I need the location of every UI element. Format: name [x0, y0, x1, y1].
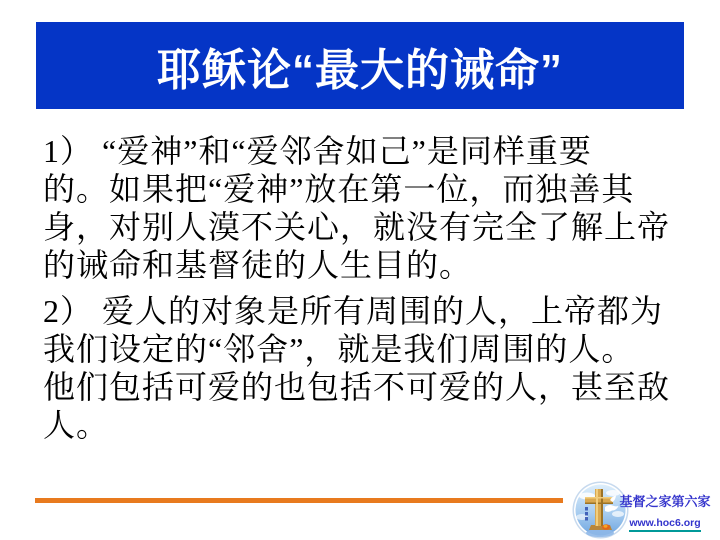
- body-paragraph-1: [43, 132, 679, 284]
- footer-divider-line: [35, 498, 563, 503]
- title-bar: [36, 22, 684, 109]
- body-text-line: 的。如果把“爱神”放在第一位，而独善其: [43, 171, 635, 207]
- church-website-link[interactable]: www.hoc6.org: [629, 517, 700, 532]
- body-text-line: 的诫命和基督徒的人生目的。: [43, 247, 473, 283]
- logo-textbox: [614, 491, 716, 532]
- body-text-line: 身，对别人漠不关心，就没有完全了解上帝: [43, 209, 671, 245]
- body-text-line: 他们包括可爱的也包括不可爱的人，甚至敌: [43, 369, 671, 405]
- body-text-line: 我们设定的“邻舍”，就是我们周围的人。: [43, 331, 635, 367]
- slide-body: [43, 132, 679, 452]
- body-text-line: 2） 爱人的对象是所有周围的人，上帝都为: [43, 293, 664, 329]
- body-text-line: 人。: [43, 407, 110, 443]
- church-name-label: 基督之家第六家: [619, 494, 711, 509]
- slide-title: 耶稣论“最大的诫命”: [157, 45, 563, 95]
- body-text-line: 1） “爱神”和“爱邻舍如己”是同样重要: [43, 133, 592, 169]
- scripture-text-mark: [585, 507, 588, 521]
- body-paragraph-2: [43, 292, 679, 444]
- flame-icon: [602, 524, 610, 530]
